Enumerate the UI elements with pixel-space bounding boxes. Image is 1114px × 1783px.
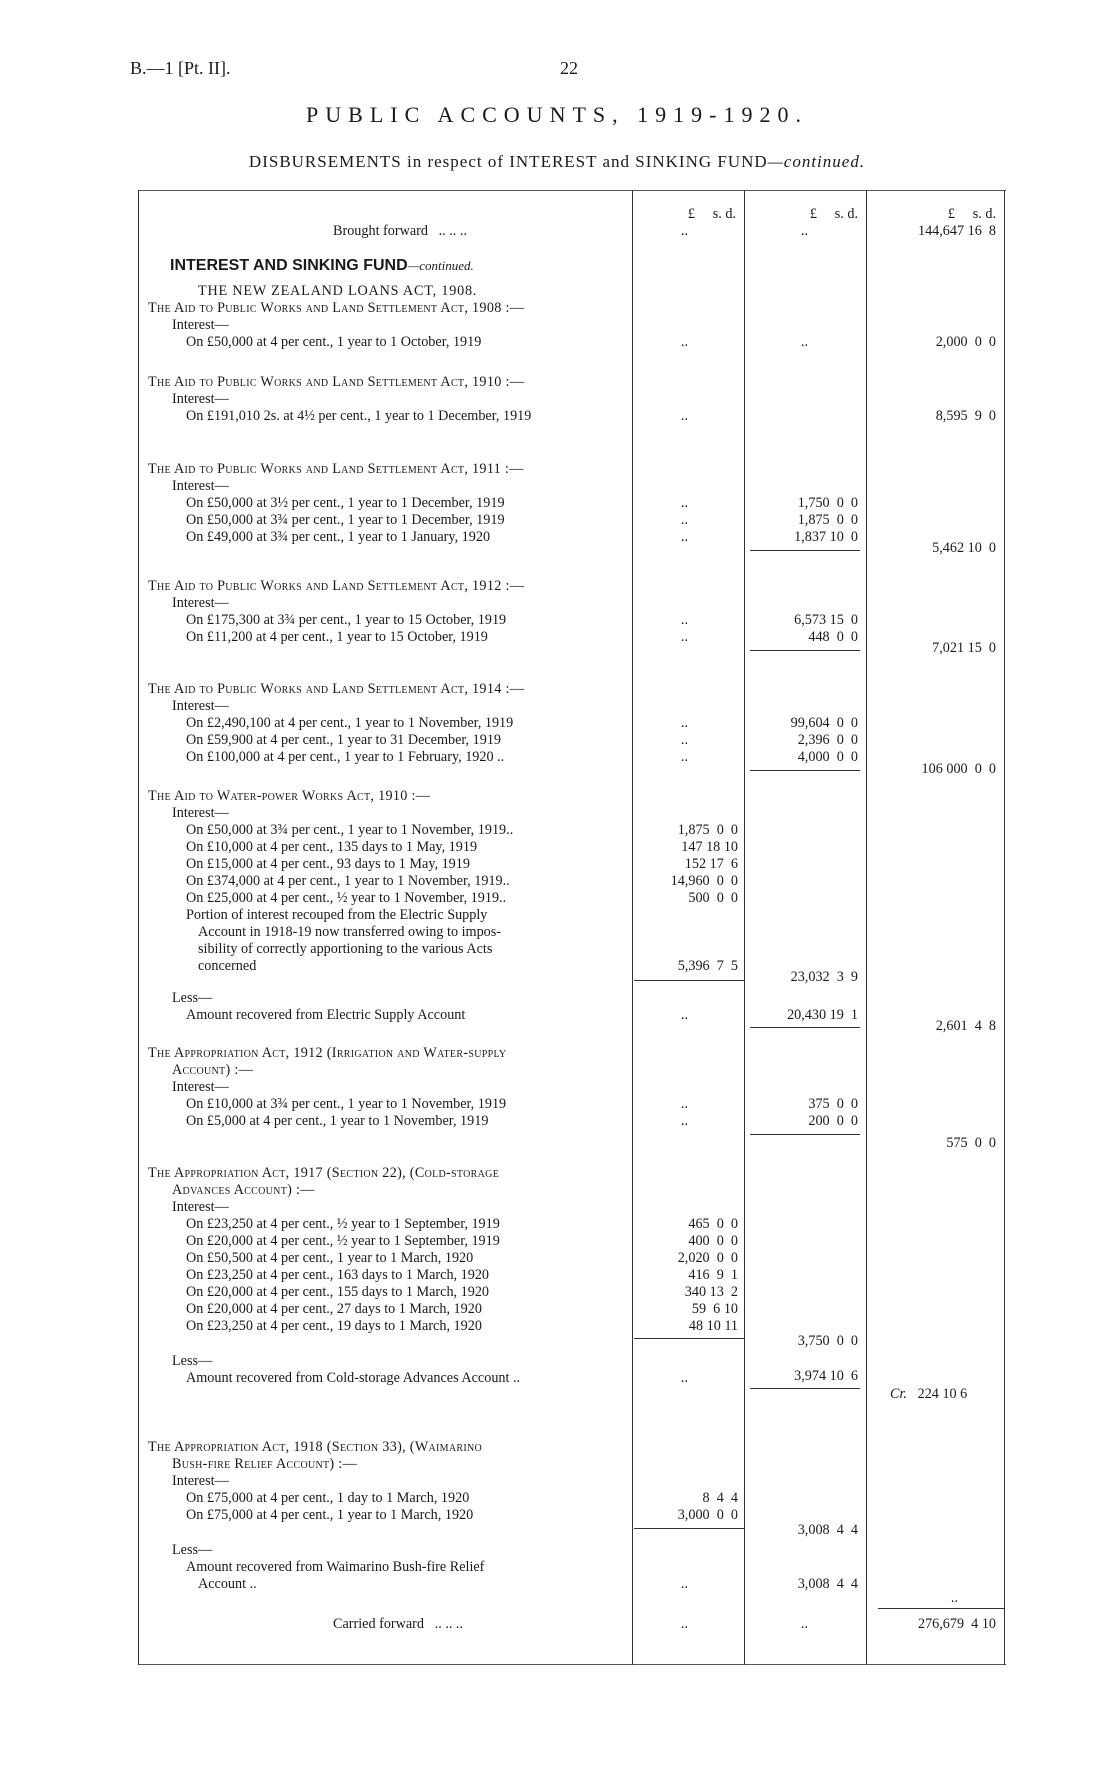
block-waterpower-line-2-c1: 147 18 10 [681, 839, 738, 855]
block-1911-line-3-c1: .. [680, 529, 688, 545]
block-waterpower-line-1-c1: 1,875 0 0 [677, 822, 738, 838]
block-approp1918-head: The Appropriation Act, 1918 (Section 33), (Waimarino [148, 1439, 483, 1455]
section-heading [170, 256, 474, 276]
block-approp1918-head2: Bush-fire Relief Account) :— [172, 1456, 358, 1472]
carried-forward-label [333, 1616, 463, 1633]
subtitle-main: DISBURSEMENTS in respect of INTEREST and SINKING FUND [248, 152, 768, 171]
block-approp1918-less-text: Amount recovered from Waimarino Bush-fire Relief [186, 1559, 485, 1575]
column-rule-1 [632, 190, 633, 1665]
block-1912-line-2-c1: .. [680, 629, 688, 645]
block-approp1917-line-6: On £20,000 at 4 per cent., 27 days to 1 March, 1920 [186, 1301, 482, 1317]
block-approp1917-line-1-c1: 465 0 0 [688, 1216, 738, 1232]
block-waterpower-less-c2: 20,430 19 1 [787, 1007, 858, 1023]
block-1911-total: 5,462 10 0 [932, 540, 996, 556]
block-waterpower-total: 2,601 4 8 [935, 1018, 996, 1034]
block-waterpower-line-3: On £15,000 at 4 per cent., 93 days to 1 May, 1919 [186, 856, 470, 872]
table-top-rule [138, 190, 1006, 191]
block-waterpower-line-4-c1: 14,960 0 0 [670, 873, 738, 889]
brought-forward-c2: .. [800, 223, 808, 239]
subtitle-continued: —continued. [767, 152, 866, 171]
block-1910-line-1-c3: 8,595 9 0 [935, 408, 996, 424]
block-waterpower-portion-2: Account in 1918-19 now transferred owing to impos- [198, 924, 502, 940]
block-1911-sum-rule [750, 550, 860, 551]
block-approp1917-less: Less— [172, 1353, 213, 1369]
block-approp1918-line-1: On £75,000 at 4 per cent., 1 day to 1 March, 1920 [186, 1490, 470, 1506]
block-1914-line-2: On £59,900 at 4 per cent., 1 year to 31 December, 1919 [186, 732, 502, 748]
block-approp1912-head2: Account) :— [172, 1062, 254, 1078]
block-approp1917-line-5-c1: 340 13 2 [684, 1284, 738, 1300]
column-rule-2 [744, 190, 745, 1665]
block-approp1917-line-7: On £23,250 at 4 per cent., 19 days to 1 March, 1920 [186, 1318, 482, 1334]
block-1911-line-2: On £50,000 at 3¾ per cent., 1 year to 1 December, 1919 [186, 512, 505, 528]
block-waterpower-portion-c1: 5,396 7 5 [677, 958, 738, 974]
block-waterpower-c1-sum-rule [634, 980, 744, 981]
block-waterpower-line-1: On £50,000 at 3¾ per cent., 1 year to 1 November, 1919.. [186, 822, 514, 838]
carried-forward-text: Carried forward [333, 1616, 424, 1632]
block-1910-line-1-c1: .. [680, 408, 688, 424]
block-waterpower-line-5-c1: 500 0 0 [688, 890, 738, 906]
block-1911-line-3: On £49,000 at 3¾ per cent., 1 year to 1 January, 1920 [186, 529, 491, 545]
block-1912-sum-rule [750, 650, 860, 651]
block-1912-line-2: On £11,200 at 4 per cent., 1 year to 15 October, 1919 [186, 629, 488, 645]
block-1912-interest: Interest— [172, 595, 229, 611]
block-1908-line-1: On £50,000 at 4 per cent., 1 year to 1 October, 1919 [186, 334, 482, 350]
block-1908-line-1-c3: 2,000 0 0 [935, 334, 996, 350]
block-1914-line-1-c2: 99,604 0 0 [790, 715, 858, 731]
credit-prefix: Cr. [890, 1386, 907, 1402]
block-waterpower-head: The Aid to Water-power Works Act, 1910 :— [148, 788, 431, 804]
page-title: PUBLIC ACCOUNTS, 1919-1920. [306, 102, 808, 127]
block-approp1917-subtotal: 3,750 0 0 [797, 1333, 858, 1349]
table-left-rule [138, 190, 139, 1665]
block-approp1918-less-c2: 3,008 4 4 [797, 1576, 858, 1592]
block-1911-line-1-c2: 1,750 0 0 [797, 495, 858, 511]
block-approp1918-c1-sum-rule [634, 1528, 744, 1529]
brought-forward-dots: .. .. .. [438, 223, 467, 239]
block-1910-interest: Interest— [172, 391, 229, 407]
brought-forward-text: Brought forward [333, 223, 428, 239]
carried-forward-c1: .. [680, 1616, 688, 1632]
column-header-1: £ s. d. [687, 206, 736, 222]
block-waterpower-line-2: On £10,000 at 4 per cent., 135 days to 1 May, 1919 [186, 839, 478, 855]
block-approp1917-less-text: Amount recovered from Cold-storage Advances Account .. [186, 1370, 521, 1386]
block-approp1912-line-2: On £5,000 at 4 per cent., 1 year to 1 November, 1919 [186, 1113, 489, 1129]
block-1914-line-1: On £2,490,100 at 4 per cent., 1 year to 1 November, 1919 [186, 715, 514, 731]
block-1911-line-3-c2: 1,837 10 0 [794, 529, 858, 545]
carried-forward-total: 276,679 4 10 [917, 1616, 996, 1632]
block-1914-line-3-c2: 4,000 0 0 [797, 749, 858, 765]
block-1914-head: The Aid to Public Works and Land Settlement Act, 1914 :— [148, 681, 525, 697]
block-1911-line-2-c1: .. [680, 512, 688, 528]
block-1914-total: 106 000 0 0 [921, 761, 996, 777]
block-approp1912-total: 575 0 0 [946, 1135, 996, 1151]
block-1908-head: The Aid to Public Works and Land Settlement Act, 1908 :— [148, 300, 525, 316]
block-approp1917-line-3: On £50,500 at 4 per cent., 1 year to 1 March, 1920 [186, 1250, 474, 1266]
block-1911-interest: Interest— [172, 478, 229, 494]
block-approp1912-interest: Interest— [172, 1079, 229, 1095]
block-1912-head: The Aid to Public Works and Land Settlement Act, 1912 :— [148, 578, 525, 594]
block-approp1917-sum-rule [750, 1388, 860, 1389]
block-approp1918-less-c1: .. [680, 1576, 688, 1592]
column-header-2: £ s. d. [809, 206, 858, 222]
block-waterpower-line-3-c1: 152 17 6 [684, 856, 738, 872]
block-approp1912-line-2-c2: 200 0 0 [808, 1113, 858, 1129]
block-waterpower-portion-3: sibility of correctly apportioning to the various Acts [198, 941, 493, 957]
brought-forward-c1: .. [680, 223, 688, 239]
block-approp1912-head: The Appropriation Act, 1912 (Irrigation and Water-supply [148, 1045, 507, 1061]
block-approp1917-line-6-c1: 59 6 10 [691, 1301, 738, 1317]
block-approp1917-less-c1: .. [680, 1370, 688, 1386]
block-1911-head: The Aid to Public Works and Land Settlement Act, 1911 :— [148, 461, 524, 477]
block-approp1917-head: The Appropriation Act, 1917 (Section 22), (Cold-storage [148, 1165, 500, 1181]
block-approp1918-interest: Interest— [172, 1473, 229, 1489]
block-approp1912-line-2-c1: .. [680, 1113, 688, 1129]
block-approp1917-line-5: On £20,000 at 4 per cent., 155 days to 1 March, 1920 [186, 1284, 490, 1300]
carried-forward-sum-rule [878, 1608, 1004, 1609]
block-approp1917-line-3-c1: 2,020 0 0 [677, 1250, 738, 1266]
block-approp1912-line-1-c1: .. [680, 1096, 688, 1112]
block-waterpower-line-5: On £25,000 at 4 per cent., ½ year to 1 November, 1919.. [186, 890, 507, 906]
block-1914-line-2-c2: 2,396 0 0 [797, 732, 858, 748]
table-right-rule [1004, 190, 1005, 1665]
block-1912-line-1-c1: .. [680, 612, 688, 628]
block-approp1917-line-4: On £23,250 at 4 per cent., 163 days to 1 March, 1920 [186, 1267, 490, 1283]
block-approp1918-less-text-2: Account .. [198, 1576, 257, 1592]
block-approp1917-less-c2: 3,974 10 6 [794, 1368, 858, 1384]
block-approp1917-line-7-c1: 48 10 11 [688, 1318, 738, 1334]
block-waterpower-less: Less— [172, 990, 213, 1006]
block-waterpower-less-text: Amount recovered from Electric Supply Account [186, 1007, 466, 1023]
carried-forward-dots: .. .. .. [434, 1616, 464, 1632]
block-approp1918-subtotal: 3,008 4 4 [797, 1522, 858, 1538]
column-rule-3 [866, 190, 867, 1665]
block-approp1917-head2: Advances Account) :— [172, 1182, 315, 1198]
block-approp1917-total: 224 10 6 [917, 1386, 968, 1402]
block-approp1917-total-row [890, 1386, 967, 1403]
block-1911-line-1: On £50,000 at 3½ per cent., 1 year to 1 December, 1919 [186, 495, 505, 511]
block-1910-head: The Aid to Public Works and Land Settlement Act, 1910 :— [148, 374, 525, 390]
block-waterpower-interest: Interest— [172, 805, 229, 821]
block-approp1917-line-4-c1: 416 9 1 [688, 1267, 738, 1283]
block-approp1917-line-1: On £23,250 at 4 per cent., ½ year to 1 September, 1919 [186, 1216, 500, 1232]
page-reference: B.—1 [Pt. II]. [130, 58, 231, 78]
block-approp1912-sum-rule [750, 1134, 860, 1135]
block-1908-line-1-c2: .. [800, 334, 808, 350]
block-approp1918-line-1-c1: 8 4 4 [702, 1490, 738, 1506]
block-waterpower-portion-4: concerned [198, 958, 257, 974]
block-1908-line-1-c1: .. [680, 334, 688, 350]
block-approp1917-line-2-c1: 400 0 0 [688, 1233, 738, 1249]
block-1914-line-2-c1: .. [680, 732, 688, 748]
page-subtitle [0, 152, 1114, 172]
block-waterpower-line-4: On £374,000 at 4 per cent., 1 year to 1 November, 1919.. [186, 873, 510, 889]
block-approp1918-less: Less— [172, 1542, 213, 1558]
block-1912-total: 7,021 15 0 [932, 640, 996, 656]
block-1914-sum-rule [750, 770, 860, 771]
section-heading-continued: —continued. [407, 258, 474, 273]
act-heading: THE NEW ZEALAND LOANS ACT, 1908. [198, 283, 478, 299]
block-waterpower-less-c1: .. [680, 1007, 688, 1023]
block-waterpower-subtotal: 23,032 3 9 [790, 969, 858, 985]
block-approp1918-total: .. [950, 1590, 958, 1606]
brought-forward-label [333, 223, 467, 240]
block-1914-line-3: On £100,000 at 4 per cent., 1 year to 1 February, 1920 .. [186, 749, 505, 765]
carried-forward-c2: .. [800, 1616, 808, 1632]
block-waterpower-portion-1: Portion of interest recouped from the Electric Supply [186, 907, 488, 923]
block-1914-interest: Interest— [172, 698, 229, 714]
block-approp1917-c1-sum-rule [634, 1338, 744, 1339]
block-1911-line-2-c2: 1,875 0 0 [797, 512, 858, 528]
block-approp1918-line-2: On £75,000 at 4 per cent., 1 year to 1 March, 1920 [186, 1507, 474, 1523]
block-1912-line-1: On £175,300 at 3¾ per cent., 1 year to 15 October, 1919 [186, 612, 507, 628]
block-1914-line-3-c1: .. [680, 749, 688, 765]
block-1911-line-1-c1: .. [680, 495, 688, 511]
block-approp1912-line-1-c2: 375 0 0 [808, 1096, 858, 1112]
column-header-3: £ s. d. [947, 206, 996, 222]
block-approp1917-line-2: On £20,000 at 4 per cent., ½ year to 1 September, 1919 [186, 1233, 500, 1249]
block-waterpower-sum-rule [750, 1027, 860, 1028]
block-1910-line-1: On £191,010 2s. at 4½ per cent., 1 year to 1 December, 1919 [186, 408, 532, 424]
block-1912-line-2-c2: 448 0 0 [808, 629, 858, 645]
page-number: 22 [560, 58, 578, 78]
accounts-table [138, 190, 1006, 1665]
block-1912-line-1-c2: 6,573 15 0 [794, 612, 858, 628]
block-1914-line-1-c1: .. [680, 715, 688, 731]
block-1908-interest: Interest— [172, 317, 229, 333]
block-approp1912-line-1: On £10,000 at 3¾ per cent., 1 year to 1 November, 1919 [186, 1096, 507, 1112]
block-approp1918-line-2-c1: 3,000 0 0 [677, 1507, 738, 1523]
section-heading-text: INTEREST AND SINKING FUND [170, 257, 408, 274]
brought-forward-total: 144,647 16 8 [917, 223, 996, 239]
block-approp1917-interest: Interest— [172, 1199, 229, 1215]
table-bottom-rule [138, 1664, 1006, 1665]
